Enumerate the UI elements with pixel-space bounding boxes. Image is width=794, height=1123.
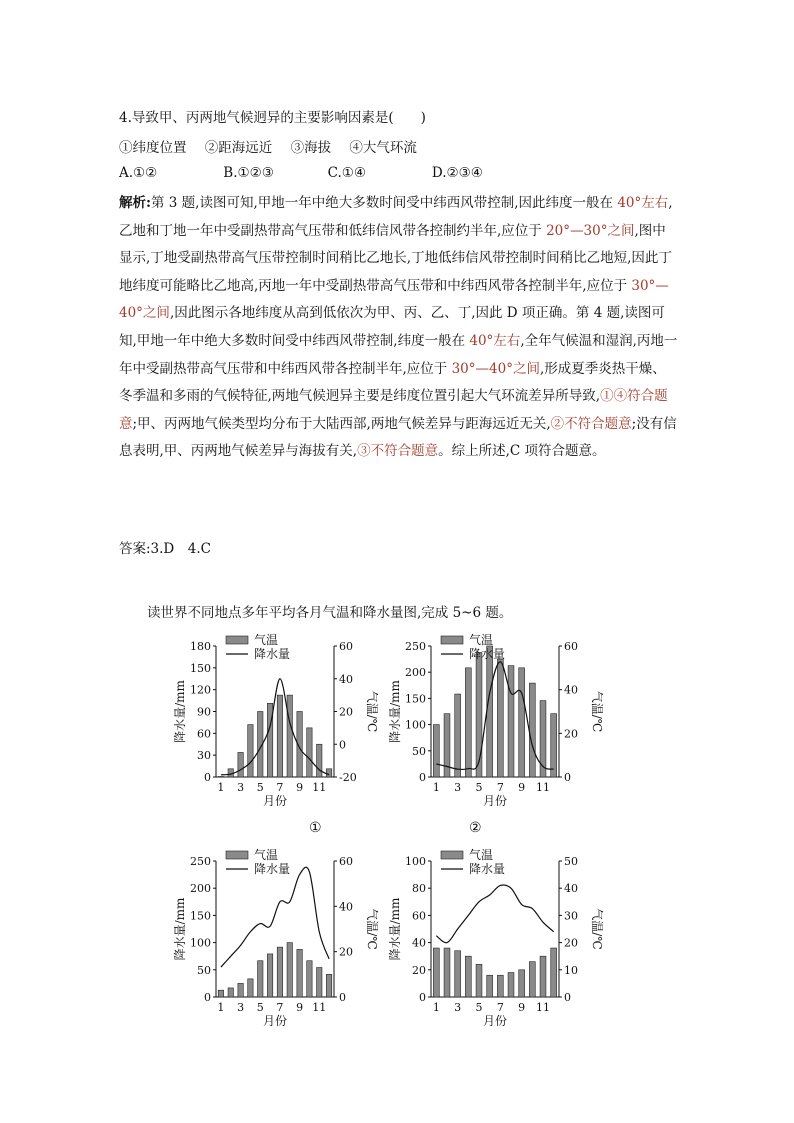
chart-1-label: ① bbox=[309, 820, 322, 836]
climate-chart-4 bbox=[385, 843, 615, 1033]
temperature-bar bbox=[307, 728, 312, 777]
x-tick-label: 5 bbox=[256, 1001, 264, 1014]
x-tick-label: 3 bbox=[237, 781, 245, 794]
analysis-paragraph bbox=[119, 190, 679, 466]
temperature-bar bbox=[248, 979, 253, 997]
analysis-segment: ,因此图示各地纬度从高到低依次为甲、丙、乙、丁,因此 D 项正确。第 4 题,读图可知,甲地一年中绝大多数时间受中纬西风带控制,纬度一般在 bbox=[119, 305, 665, 349]
left-tick-label: 250 bbox=[190, 855, 211, 868]
x-tick-label: 5 bbox=[475, 1001, 483, 1014]
legend-precipitation: 降水量 bbox=[469, 862, 506, 876]
analysis-segment: ,全年气候温和湿润,丙地一年中受副热带高气压带和中纬西风带各控制半年,应位于 bbox=[119, 332, 678, 377]
right-tick-label: 0 bbox=[564, 991, 571, 1004]
right-tick-label: 10 bbox=[564, 963, 578, 977]
legend-bar-swatch bbox=[441, 636, 463, 644]
right-axis-label: 气温/℃ bbox=[590, 690, 604, 733]
legend-bar-swatch bbox=[226, 636, 248, 644]
right-tick-label: 20 bbox=[339, 945, 353, 959]
left-tick-label: 60 bbox=[197, 727, 211, 741]
legend-temperature: 气温 bbox=[254, 633, 279, 647]
item-3: ③海拔 bbox=[290, 140, 332, 156]
temperature-bar bbox=[277, 695, 282, 777]
left-tick-label: 150 bbox=[190, 661, 211, 675]
left-tick-label: 150 bbox=[190, 909, 211, 923]
x-tick-label: 11 bbox=[536, 781, 550, 794]
analysis-label: 解析: bbox=[119, 195, 151, 211]
analysis-segment: 40°左右 bbox=[469, 332, 521, 349]
temperature-bar bbox=[307, 961, 312, 997]
temperature-bar bbox=[267, 954, 272, 997]
temperature-bar bbox=[277, 947, 282, 997]
analysis-segment: 30°—40°之间 bbox=[451, 360, 540, 377]
analysis-segment: ,图中显示,丁地受副热带高气压带控制时间稍比乙地长,丁地低纬信风带控制时间稍比乙地短,因此丁地纬度可能略比乙地高,丙地一年中受副热带高气压带和中纬西风带各控制半年,应位于 bbox=[119, 222, 672, 294]
option-b[interactable]: B.①②③ bbox=[223, 165, 274, 181]
right-tick-label: 0 bbox=[339, 738, 346, 752]
x-tick-label: 1 bbox=[432, 781, 440, 794]
left-tick-label: 120 bbox=[190, 683, 211, 697]
right-tick-label: 40 bbox=[339, 900, 353, 914]
x-tick-label: 7 bbox=[276, 781, 284, 794]
temperature-bar bbox=[218, 990, 223, 997]
right-tick-label: 40 bbox=[564, 882, 578, 896]
climate-chart-1 bbox=[170, 628, 390, 813]
left-tick-label: 40 bbox=[412, 936, 426, 950]
precipitation-line bbox=[221, 679, 329, 775]
x-axis-label: 月份 bbox=[482, 794, 508, 808]
legend-precipitation: 降水量 bbox=[254, 647, 291, 661]
left-tick-label: 100 bbox=[405, 855, 426, 868]
analysis-segment: ②不符合题意 bbox=[550, 415, 632, 432]
temperature-bar bbox=[497, 659, 503, 777]
x-tick-label: 7 bbox=[496, 1001, 504, 1014]
option-a[interactable]: A.①② bbox=[119, 165, 158, 181]
right-tick-label: 20 bbox=[564, 727, 578, 741]
right-tick-label: 20 bbox=[339, 705, 353, 719]
left-tick-label: 30 bbox=[197, 749, 211, 763]
legend-temperature: 气温 bbox=[469, 848, 494, 862]
precipitation-line bbox=[221, 867, 329, 967]
legend-temperature: 气温 bbox=[469, 633, 494, 647]
right-tick-label: 60 bbox=[339, 855, 353, 868]
x-tick-label: 5 bbox=[256, 781, 264, 794]
x-tick-label: 1 bbox=[217, 1001, 225, 1014]
legend-bar-swatch bbox=[226, 851, 248, 859]
temperature-bar bbox=[551, 714, 557, 777]
temperature-bar bbox=[476, 653, 482, 777]
legend-precipitation: 降水量 bbox=[254, 862, 291, 876]
left-tick-label: 0 bbox=[204, 991, 211, 1004]
precipitation-line bbox=[436, 662, 553, 770]
option-c[interactable]: C.①④ bbox=[327, 165, 366, 181]
temperature-bar bbox=[238, 983, 243, 997]
option-d[interactable]: D.②③④ bbox=[431, 165, 483, 181]
right-tick-label: 0 bbox=[564, 771, 571, 784]
temperature-bar bbox=[326, 974, 331, 997]
x-axis-label: 月份 bbox=[482, 1014, 508, 1028]
temperature-bar bbox=[508, 973, 514, 997]
x-tick-label: 11 bbox=[312, 781, 327, 794]
question-4-items bbox=[119, 136, 431, 156]
temperature-bar bbox=[529, 683, 535, 777]
left-tick-label: 200 bbox=[405, 666, 426, 680]
right-tick-label: 0 bbox=[339, 991, 346, 1004]
left-tick-label: 250 bbox=[405, 640, 426, 653]
left-tick-label: 0 bbox=[419, 991, 426, 1004]
x-tick-label: 7 bbox=[276, 1001, 284, 1014]
temperature-bar bbox=[508, 666, 514, 777]
analysis-segment: 30°—40°之间 bbox=[119, 277, 669, 322]
analysis-segment: ,形成夏季炎热干燥、冬季温和多雨的气候特征,两地气候迥异主要是纬度位置引起大气环流差异所导致, bbox=[119, 360, 666, 405]
temperature-bar bbox=[519, 668, 525, 777]
x-tick-label: 9 bbox=[296, 1001, 304, 1014]
left-tick-label: 60 bbox=[412, 909, 426, 923]
x-tick-label: 7 bbox=[496, 781, 504, 794]
temperature-bar bbox=[326, 769, 331, 777]
x-tick-label: 9 bbox=[296, 781, 304, 794]
temperature-bar bbox=[287, 943, 292, 997]
climate-chart-3 bbox=[170, 843, 390, 1033]
x-tick-label: 9 bbox=[518, 781, 526, 794]
temperature-bar bbox=[487, 646, 493, 777]
temperature-bar bbox=[433, 725, 439, 777]
temperature-bar bbox=[228, 988, 233, 997]
right-tick-label: 60 bbox=[564, 640, 578, 653]
item-2: ②距海远近 bbox=[204, 140, 273, 156]
x-tick-label: 1 bbox=[217, 781, 225, 794]
left-tick-label: 80 bbox=[412, 882, 426, 896]
right-axis-label: 气温/℃ bbox=[365, 690, 379, 733]
left-axis-label: 降水量/mm bbox=[173, 897, 187, 961]
temperature-bar bbox=[487, 975, 493, 997]
temperature-bar bbox=[317, 968, 322, 997]
temperature-bar bbox=[287, 695, 292, 777]
right-tick-label: 60 bbox=[339, 640, 353, 653]
temperature-bar bbox=[540, 701, 546, 777]
temperature-bar bbox=[465, 956, 471, 997]
x-axis-label: 月份 bbox=[262, 1014, 288, 1028]
temperature-bar bbox=[465, 668, 471, 777]
item-1: ①纬度位置 bbox=[119, 140, 187, 156]
x-tick-label: 11 bbox=[536, 1001, 550, 1014]
temperature-bar bbox=[444, 948, 450, 997]
analysis-segment: ③不符合题意 bbox=[357, 443, 439, 460]
temperature-bar bbox=[297, 949, 302, 997]
temperature-bar bbox=[248, 725, 253, 777]
question-4-options bbox=[119, 165, 483, 181]
left-tick-label: 50 bbox=[412, 744, 426, 758]
left-axis-label: 降水量/mm bbox=[388, 680, 402, 743]
climate-chart-2 bbox=[385, 628, 615, 813]
legend-bar-swatch bbox=[441, 851, 463, 859]
temperature-bar bbox=[540, 956, 546, 997]
temperature-bar bbox=[455, 951, 461, 997]
temperature-bar bbox=[317, 744, 322, 777]
right-tick-label: 40 bbox=[339, 672, 353, 686]
x-tick-label: 3 bbox=[237, 1001, 245, 1014]
answer-line: 答案:3.D 4.C bbox=[119, 541, 211, 557]
x-tick-label: 9 bbox=[518, 1001, 526, 1014]
x-tick-label: 1 bbox=[432, 1001, 440, 1014]
temperature-bar bbox=[218, 777, 223, 778]
temperature-bar bbox=[476, 964, 482, 997]
left-axis-label: 降水量/mm bbox=[173, 680, 187, 743]
x-tick-label: 3 bbox=[454, 781, 462, 794]
x-tick-label: 3 bbox=[454, 1001, 462, 1014]
right-tick-label: 30 bbox=[564, 909, 578, 923]
temperature-bar bbox=[455, 694, 461, 777]
analysis-segment: ①④符合题意 bbox=[119, 388, 668, 432]
analysis-segment: 20°—30°之间 bbox=[546, 222, 635, 239]
right-axis-label: 气温/℃ bbox=[365, 908, 379, 950]
left-tick-label: 90 bbox=[197, 705, 211, 719]
left-tick-label: 150 bbox=[405, 692, 426, 706]
analysis-segment: 40°左右 bbox=[617, 195, 669, 211]
left-tick-label: 50 bbox=[197, 963, 211, 977]
precipitation-line bbox=[436, 885, 553, 943]
temperature-bar bbox=[497, 975, 503, 997]
analysis-segment: ;没有信息表明,甲、丙两地气候差异与海拔有关, bbox=[119, 415, 677, 460]
question-4-stem: 4.导致甲、丙两地气候迥异的主要影响因素是( ) bbox=[119, 110, 426, 126]
temperature-bar bbox=[529, 962, 535, 997]
temperature-bar bbox=[433, 948, 439, 997]
analysis-segment: ;甲、丙两地气候类型均分布于大陆西部,两地气候差异与距海远近无关, bbox=[132, 415, 551, 432]
analysis-segment: ,乙地和丁地一年中受副热带高气压带和低纬信风带各控制约半年,应位于 bbox=[119, 195, 673, 239]
temperature-bar bbox=[258, 961, 263, 997]
x-tick-label: 11 bbox=[312, 1001, 327, 1014]
left-tick-label: 20 bbox=[412, 963, 426, 977]
chart-intro: 读世界不同地点多年平均各月气温和降水量图,完成 5~6 题。 bbox=[147, 605, 513, 621]
legend-temperature: 气温 bbox=[254, 848, 279, 862]
legend-precipitation: 降水量 bbox=[469, 647, 506, 661]
right-tick-label: 40 bbox=[564, 683, 578, 697]
analysis-segment: 第 3 题,读图可知,甲地一年中绝大多数时间受中纬西风带控制,因此纬度一般在 bbox=[150, 195, 618, 211]
right-tick-label: 20 bbox=[564, 936, 578, 950]
left-tick-label: 200 bbox=[190, 882, 211, 896]
x-tick-label: 5 bbox=[475, 781, 483, 794]
left-tick-label: 100 bbox=[190, 936, 211, 950]
analysis-segment: 。综上所述,C 项符合题意。 bbox=[438, 443, 606, 460]
temperature-bar bbox=[238, 752, 243, 777]
item-4: ④大气环流 bbox=[349, 140, 417, 156]
chart-2-label: ② bbox=[469, 820, 482, 836]
temperature-bar bbox=[519, 970, 525, 997]
right-tick-label: 50 bbox=[564, 855, 578, 868]
right-tick-label: -20 bbox=[339, 771, 357, 784]
left-tick-label: 100 bbox=[405, 718, 426, 732]
temperature-bar bbox=[551, 948, 557, 997]
left-tick-label: 0 bbox=[419, 771, 426, 784]
left-tick-label: 0 bbox=[204, 771, 211, 784]
right-axis-label: 气温/℃ bbox=[590, 908, 604, 950]
x-axis-label: 月份 bbox=[262, 794, 288, 808]
left-axis-label: 降水量/mm bbox=[388, 897, 402, 961]
left-tick-label: 180 bbox=[190, 640, 211, 653]
